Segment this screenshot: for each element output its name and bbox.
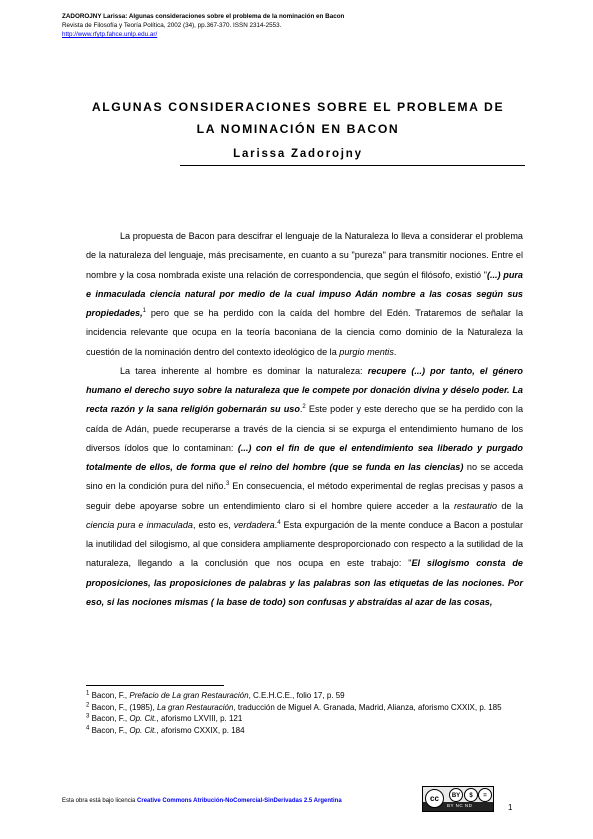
citation-header [62, 12, 344, 39]
footnote-4 [86, 725, 523, 737]
footnote-text: , aforismo LXVIII, p. 121 [156, 714, 243, 724]
text-run: no se acceda sino en la condición pura del niño. [86, 462, 524, 492]
license-notice [62, 798, 342, 804]
footnote-ref[interactable]: 3 [225, 481, 230, 488]
footnote-separator [86, 685, 224, 686]
license-prefix: Esta obra está bajo licencia [62, 798, 138, 804]
quote-text: (...) con el fin de que el entendimiento sea liberado y purgado totalmente de ellos, de forma que el reino del hombre (que se funda en las ciencias) [86, 442, 523, 472]
author-name: Larissa Zadorojny [233, 148, 363, 160]
quote-text: recupere (...) por tanto, el género humano el derecho suyo sobre la naturaleza que le compete por donación divina y déselo poder. La recta razón y la sana religión gobernarán su uso [86, 365, 523, 415]
latin-term: restauratio [454, 500, 497, 511]
text-run: . [299, 404, 303, 415]
text-run: . [393, 346, 397, 357]
license-link[interactable]: Creative Commons Atribución-NoComercial-SinDerivadas 2.5 Argentina [137, 798, 342, 804]
paragraph-2 [86, 362, 523, 612]
footnote-2 [86, 702, 523, 714]
badge-label: BY NC ND [447, 803, 473, 808]
italic-phrase: verdadera [233, 519, 275, 530]
footnote-ref[interactable]: 2 [302, 404, 306, 411]
text-run: pero que se ha perdido con la caída del hombre del Edén. Trataremos de señalar la incidencia relevante que ocupa en la teoría baconiana de la ciencia como dominio de la Naturaleza la cuestión de la nominación dentro del contexto ideológico de la [86, 308, 523, 357]
by-icon: BY [449, 788, 463, 802]
article-title [62, 96, 534, 140]
author-rule [180, 165, 525, 166]
article-body [86, 227, 523, 612]
page-number: 1 [508, 803, 513, 812]
footnote-text: Bacon, F., (1985), [89, 702, 157, 712]
footnote-text: , C.E.H.C.E., folio 17, p. 59 [248, 691, 345, 700]
text-run: Este poder y este derecho que se ha perdido con la caída de Adán, puede recuperarse a través de la ciencia si se expurga el entendimiento humano de los diversos ídolos que lo contaminan: [86, 404, 524, 453]
nc-icon: $ [464, 788, 478, 802]
footnote-number: 2 [86, 701, 90, 708]
footnote-text: Bacon, F., [89, 691, 130, 700]
creative-commons-badge[interactable] [422, 786, 494, 812]
quote-text: (...) pura e inmaculada ciencia natural por medio de la cual impuso Adán nombre a las cosas según sus propiedades, [86, 269, 523, 318]
footnote-text: , aforismo CXXIX, p. 184 [156, 725, 245, 735]
cc-icon: cc [425, 789, 444, 808]
text-run: . [274, 519, 278, 530]
footnote-title: Op. Cit. [129, 714, 157, 724]
text-run: , esto es, [192, 519, 234, 530]
footnote-1 [86, 690, 523, 702]
text-run: Esta expurgación de la mente conduce a Bacon a postular la inutilidad del silogismo, al que considera ampliamente desproporcionado con respecto a la sutilidad de la naturaleza, llegando a la conclusión que nos ocupa en este trabajo: " [86, 519, 523, 569]
title-line-2: LA NOMINACIÓN EN BACON [196, 122, 400, 136]
footnote-ref[interactable]: 4 [277, 519, 281, 526]
footnote-number: 1 [86, 690, 90, 697]
citation-line-2: Revista de Filosofía y Teoría Política, 2002 (34), pp.367-370. ISSN 2314-2553. [62, 22, 282, 29]
title-line-1: ALGUNAS CONSIDERACIONES SOBRE EL PROBLEMA DE [91, 100, 505, 114]
footnote-title: La gran Restauración [156, 702, 234, 712]
footnote-text: , traducción de Miguel A. Granada, Madrid, Alianza, aforismo CXXIX, p. 185 [233, 702, 502, 712]
footnote-number: 3 [86, 713, 90, 720]
footnote-number: 4 [86, 725, 90, 732]
text-run: En consecuencia, el método experimental de reglas precisas y pasos a seguir debe apoyarse sobre un entendimiento claro si el hombre quiere acceder a la [86, 481, 523, 511]
quote-text: El silogismo consta de proposiciones, las proposiciones de palabras y las palabras son las etiquetas de las nociones. Por eso, si las nociones mismas ( la base de todo) son confusas y abstraídas al azar de las cosas, [86, 558, 523, 607]
latin-term: purgio mentis [339, 346, 394, 357]
footnote-text: Bacon, F., [89, 714, 130, 724]
text-run: La propuesta de Bacon para descifrar el lenguaje de la Naturaleza lo lleva a considerar el problema de la naturaleza del lenguaje, más precisamente, en cuanto a su "pureza" para transmitir nociones. Entre el nombre y la cosa nombrada existe una relación de correspondencia, que según el filósofo, existió " [86, 231, 523, 280]
journal-url-link[interactable]: http://www.rfytp.fahce.unlp.edu.ar/ [62, 31, 158, 38]
footnote-title: Op. Cit. [129, 725, 157, 735]
footnote-title: Prefacio de La gran Restauración [129, 691, 249, 700]
paragraph-1 [86, 227, 523, 362]
citation-line-1: ZADOROJNY Larissa: Algunas consideraciones sobre el problema de la nominación en Bacon [62, 13, 345, 20]
text-run: La tarea inherente al hombre es dominar la naturaleza: [120, 365, 368, 376]
footnote-3 [86, 713, 523, 725]
italic-phrase: ciencia pura e inmaculada [86, 519, 193, 530]
footnotes [86, 690, 523, 736]
footnote-ref[interactable]: 1 [142, 307, 146, 314]
nd-icon: = [478, 788, 492, 802]
text-run: de la [497, 500, 524, 511]
footnote-text: Bacon, F., [89, 725, 130, 735]
